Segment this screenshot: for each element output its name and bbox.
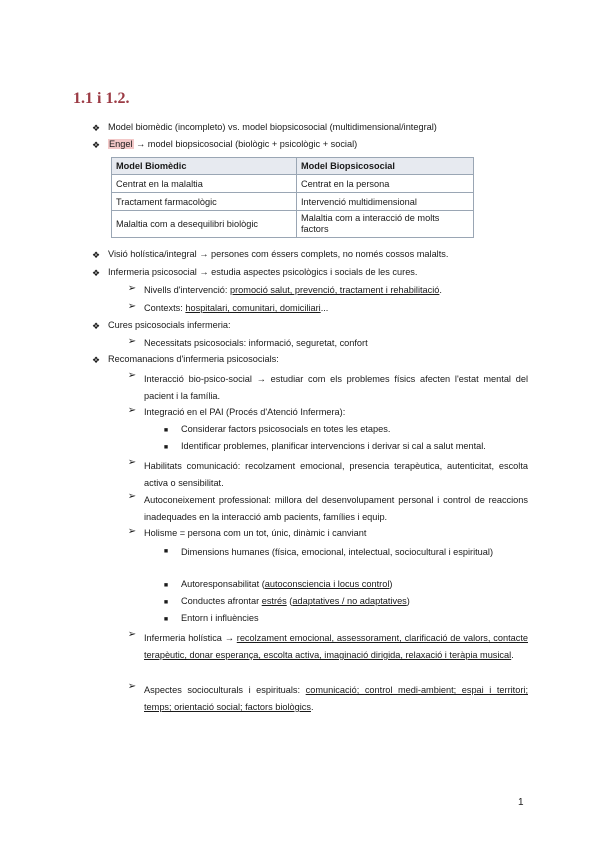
- underlined-text: recolzament emocional, assessorament, clarificació de valors, contacte terapèutic, donar esperança, escolta activa, imaginació dirigida, relaxació i teràpia musical: [144, 633, 528, 660]
- sub-bullet-text: Necessitats psicosocials: informació, seguretat, confort: [144, 338, 368, 348]
- table-cell: Centrat en la malaltia: [112, 175, 297, 193]
- table-cell: Malaltia com a desequilibri biològic: [112, 211, 297, 238]
- table-row: [112, 211, 474, 238]
- arrow-bullet-icon: ➢: [127, 405, 137, 416]
- underlined-text: promoció salut, prevenció, tractament i rehabilitació: [230, 285, 440, 295]
- diamond-bullet-icon: ❖: [91, 140, 101, 150]
- square-bullet-icon: ■: [163, 427, 169, 434]
- text-fragment: .: [439, 285, 442, 295]
- text-fragment: Aspectes socioculturals i espirituals:: [144, 685, 306, 695]
- sub-bullet-text: [144, 682, 528, 716]
- arrow-bullet-icon: ➢: [127, 370, 137, 381]
- sub-bullet-text: [144, 302, 528, 314]
- bullet-text: [108, 138, 357, 150]
- table-header: Model Biomèdic: [112, 158, 297, 175]
- sub-sub-bullet-text: Entorn i influències: [181, 613, 259, 623]
- sub-bullet-text: Autoconeixement professional: millora del desenvolupament personal i control de reaccions inadequades en la interacció amb pacients, famílies i equip.: [144, 495, 528, 522]
- diamond-bullet-icon: ❖: [91, 250, 101, 260]
- model-comparison-table: [111, 157, 474, 238]
- text-fragment: .: [511, 650, 514, 660]
- table-cell: Malaltia com a interacció de molts factors: [297, 211, 474, 238]
- bullet-text: Model biomèdic (incompleto) vs. model biopsicosocial (multidimensional/integral): [108, 122, 437, 132]
- square-bullet-icon: ■: [163, 548, 169, 555]
- arrow-bullet-icon: ➢: [127, 336, 137, 347]
- arrow-bullet-icon: ➢: [127, 301, 137, 312]
- square-bullet-icon: ■: [163, 444, 169, 451]
- bullet-text: Infermeria psicosocial → estudia aspectes psicològics i socials de les cures.: [108, 267, 418, 277]
- underlined-text: estrés: [261, 596, 287, 606]
- sub-bullet-text: Holisme = persona com un tot, únic, dinàmic i canviant: [144, 528, 367, 538]
- sub-bullet-text: Habilitats comunicació: recolzament emocional, presencia terapèutica, autenticitat, escolta activa o sensibilitat.: [144, 461, 528, 488]
- text-fragment: .: [310, 702, 314, 712]
- underlined-text: comunicació; control medi-ambient; espai i territori; temps; orientació social; factors biològics: [144, 685, 529, 712]
- diamond-bullet-icon: ❖: [91, 321, 101, 331]
- text-fragment: Nivells d'intervenció:: [144, 285, 231, 295]
- page-number: 1: [518, 797, 524, 808]
- table-header: Model Biopsicosocial: [297, 158, 474, 175]
- table-cell: Intervenció multidimensional: [297, 193, 474, 211]
- sub-bullet-text: Interacció bio-psico-social → estudiar com els problemes físics afecten l'estat mental del pacient i la família.: [144, 374, 528, 401]
- bullet-text: Cures psicosocials infermeria:: [108, 320, 231, 330]
- arrow-bullet-icon: ➢: [127, 681, 137, 692]
- square-bullet-icon: ■: [163, 599, 169, 606]
- text-fragment: Autoresponsabilitat (: [181, 579, 265, 589]
- arrow-bullet-icon: ➢: [127, 526, 137, 537]
- sub-sub-bullet-text: Identificar problemes, planificar intervencions i derivar si cal a salut mental.: [181, 441, 486, 451]
- table-row: [112, 175, 474, 193]
- bullet-text-rest: → model biopsicosocial (biològic + psicològic + social): [133, 139, 358, 149]
- sub-bullet-text: [144, 284, 528, 296]
- arrow-bullet-icon: ➢: [127, 457, 137, 468]
- text-fragment: ): [389, 579, 393, 589]
- sub-sub-bullet-text: Considerar factors psicosocials en totes les etapes.: [181, 424, 391, 434]
- diamond-bullet-icon: ❖: [91, 268, 101, 278]
- text-fragment: (: [286, 596, 293, 606]
- text-fragment: ...: [320, 303, 329, 313]
- text-fragment: Contexts:: [144, 303, 186, 313]
- underlined-text: hospitalari, comunitari, domiciliari: [185, 303, 321, 313]
- diamond-bullet-icon: ❖: [91, 355, 101, 365]
- sub-sub-bullet-text: [181, 595, 528, 607]
- sub-sub-bullet-text: [181, 578, 528, 590]
- underlined-text: adaptatives / no adaptatives: [292, 596, 407, 606]
- table-cell: Centrat en la persona: [297, 175, 474, 193]
- arrow-bullet-icon: ➢: [127, 283, 137, 294]
- text-fragment: ): [406, 596, 410, 606]
- text-fragment: Infermeria holística →: [144, 633, 237, 643]
- text-fragment: Conductes afrontar: [181, 596, 262, 606]
- bullet-text: Recomanacions d'infermeria psicosocials:: [108, 354, 279, 364]
- sub-bullet-text: Integració en el PAI (Procés d'Atenció Infermera):: [144, 407, 346, 417]
- table-cell: Tractament farmacològic: [112, 193, 297, 211]
- underlined-text: autoconsciencia i locus control: [264, 579, 390, 589]
- table-row: [112, 193, 474, 211]
- square-bullet-icon: ■: [163, 582, 169, 589]
- arrow-bullet-icon: ➢: [127, 491, 137, 502]
- section-heading: 1.1 i 1.2.: [73, 90, 130, 107]
- square-bullet-icon: ■: [163, 616, 169, 623]
- highlighted-term: Engel: [109, 139, 133, 149]
- arrow-bullet-icon: ➢: [127, 629, 137, 640]
- bullet-text: Visió holística/integral → persones com éssers complets, no només cossos malalts.: [108, 249, 449, 259]
- diamond-bullet-icon: ❖: [91, 123, 101, 133]
- sub-bullet-text: [144, 630, 528, 664]
- table-header-row: [112, 158, 474, 175]
- sub-sub-bullet-text: Dimensions humanes (física, emocional, intelectual, sociocultural i espiritual): [181, 547, 494, 557]
